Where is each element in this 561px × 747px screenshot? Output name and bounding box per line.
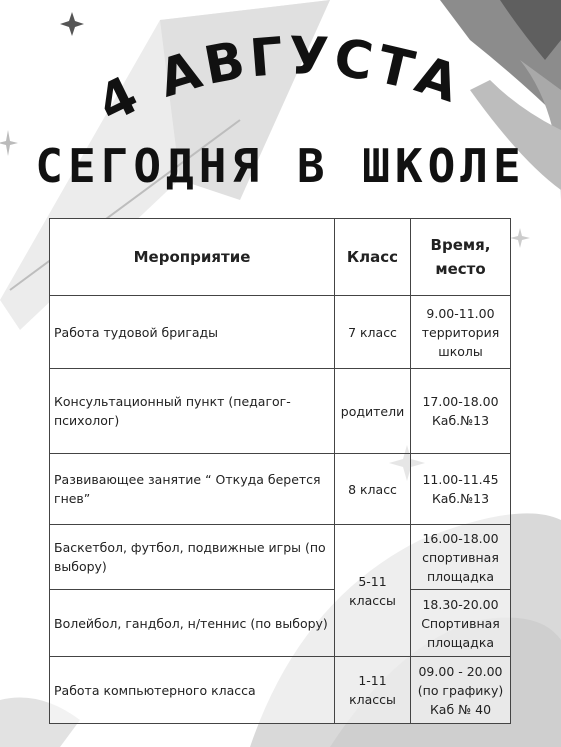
page-subtitle: СЕГОДНЯ В ШКОЛЕ <box>35 139 526 193</box>
time-cell: 9.00-11.00 территория школы <box>411 296 511 369</box>
table-row <box>50 296 511 369</box>
column-header-event: Мероприятие <box>50 219 335 296</box>
time-cell: 18.30-20.00 Спортивная площадка <box>411 590 511 657</box>
class-cell: 1-11 классы <box>335 657 411 724</box>
column-header-class: Класс <box>335 219 411 296</box>
class-cell: 5-11 классы <box>335 525 411 657</box>
time-cell: 09.00 - 20.00 (по графику) Каб № 40 <box>411 657 511 724</box>
event-cell: Баскетбол, футбол, подвижные игры (по выбору) <box>50 525 335 590</box>
sparkle-icon <box>510 228 530 248</box>
event-cell: Консультационный пункт (педагог-психолог) <box>50 369 335 454</box>
table-row <box>50 657 511 724</box>
svg-text:4 АВГУСТА: 4 АВГУСТА <box>88 26 470 135</box>
column-header-time: Время, место <box>411 219 511 296</box>
event-cell: Развивающее занятие “ Откуда берется гнев” <box>50 454 335 525</box>
date-title <box>0 0 561 150</box>
table-row <box>50 525 511 590</box>
time-cell: 16.00-18.00 спортивная площадка <box>411 525 511 590</box>
table-header-row <box>50 219 511 296</box>
event-cell: Работа компьютерного класса <box>50 657 335 724</box>
class-cell: 7 класс <box>335 296 411 369</box>
class-cell: 8 класс <box>335 454 411 525</box>
class-cell: родители <box>335 369 411 454</box>
table-row <box>50 590 511 657</box>
schedule-table <box>49 218 511 724</box>
event-cell: Работа тудовой бригады <box>50 296 335 369</box>
table-row <box>50 454 511 525</box>
time-cell: 17.00-18.00 Каб.№13 <box>411 369 511 454</box>
event-cell: Волейбол, гандбол, н/теннис (по выбору) <box>50 590 335 657</box>
table-row <box>50 369 511 454</box>
time-cell: 11.00-11.45 Каб.№13 <box>411 454 511 525</box>
